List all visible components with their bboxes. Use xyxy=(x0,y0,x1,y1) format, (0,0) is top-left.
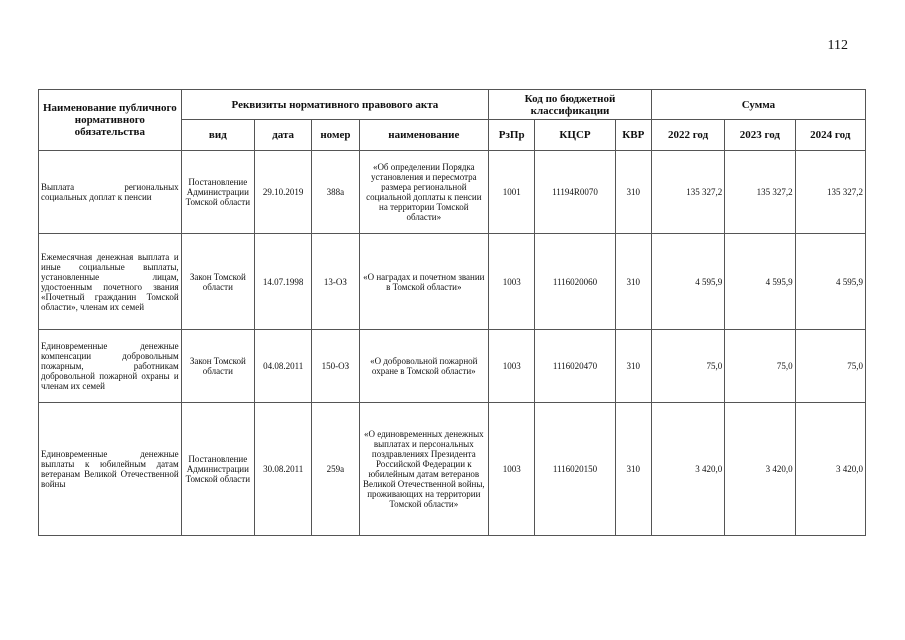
cell-obligation: Единовременные денежные компенсации добровольным пожарным, работникам добровольной пожарной охраны и членам их семей xyxy=(39,330,182,403)
cell-obligation: Ежемесячная денежная выплата и иные социальные выплаты, установленные лицам, удостоенным почетного звания «Почетный гражданин Томской области», членам их семей xyxy=(39,234,182,330)
header-year-2022: 2022 год xyxy=(651,120,724,151)
header-act-type: вид xyxy=(181,120,254,151)
page-number: 112 xyxy=(827,38,848,53)
header-year-2024: 2024 год xyxy=(795,120,865,151)
cell-rzpr: 1003 xyxy=(489,330,535,403)
cell-kvr: 310 xyxy=(615,330,651,403)
cell-sum-2024: 4 595,9 xyxy=(795,234,865,330)
cell-act-name: «О наградах и почетном звании в Томской области» xyxy=(359,234,489,330)
cell-act-number: 388а xyxy=(312,151,359,234)
cell-act-type: Постановление Администрации Томской области xyxy=(181,403,254,536)
cell-sum-2024: 135 327,2 xyxy=(795,151,865,234)
table-row xyxy=(39,234,866,330)
cell-rzpr: 1003 xyxy=(489,403,535,536)
cell-sum-2023: 75,0 xyxy=(725,330,795,403)
header-year-2023: 2023 год xyxy=(725,120,795,151)
cell-act-type: Постановление Администрации Томской области xyxy=(181,151,254,234)
header-act-group: Реквизиты нормативного правового акта xyxy=(181,90,488,120)
cell-kcsr: 1116020470 xyxy=(535,330,615,403)
cell-sum-2022: 135 327,2 xyxy=(651,151,724,234)
cell-rzpr: 1003 xyxy=(489,234,535,330)
cell-sum-2024: 75,0 xyxy=(795,330,865,403)
cell-act-name: «Об определении Порядка установления и пересмотра размера региональной социальной доплаты к пенсии на территории Томской области» xyxy=(359,151,489,234)
cell-sum-2023: 135 327,2 xyxy=(725,151,795,234)
header-row-1 xyxy=(39,90,866,120)
header-act-date: дата xyxy=(255,120,312,151)
header-obligation: Наименование публичного нормативного обязательства xyxy=(39,90,182,151)
header-rzpr: РзПр xyxy=(489,120,535,151)
header-budget-group: Код по бюджетной классификации xyxy=(489,90,652,120)
cell-rzpr: 1001 xyxy=(489,151,535,234)
cell-act-date: 04.08.2011 xyxy=(255,330,312,403)
cell-act-number: 259а xyxy=(312,403,359,536)
table-row xyxy=(39,330,866,403)
cell-act-number: 13-ОЗ xyxy=(312,234,359,330)
obligations-table xyxy=(38,89,866,536)
header-act-name: наименование xyxy=(359,120,489,151)
cell-sum-2022: 75,0 xyxy=(651,330,724,403)
cell-act-date: 30.08.2011 xyxy=(255,403,312,536)
cell-act-type: Закон Томской области xyxy=(181,234,254,330)
cell-kcsr: 1116020150 xyxy=(535,403,615,536)
header-act-number: номер xyxy=(312,120,359,151)
header-kvr: КВР xyxy=(615,120,651,151)
cell-sum-2023: 4 595,9 xyxy=(725,234,795,330)
table-row xyxy=(39,403,866,536)
cell-kvr: 310 xyxy=(615,151,651,234)
cell-act-date: 14.07.1998 xyxy=(255,234,312,330)
cell-act-type: Закон Томской области xyxy=(181,330,254,403)
cell-obligation: Выплата региональных социальных доплат к пенсии xyxy=(39,151,182,234)
cell-kvr: 310 xyxy=(615,234,651,330)
header-kcsr: КЦСР xyxy=(535,120,615,151)
cell-sum-2024: 3 420,0 xyxy=(795,403,865,536)
cell-kvr: 310 xyxy=(615,403,651,536)
cell-act-date: 29.10.2019 xyxy=(255,151,312,234)
table-row xyxy=(39,151,866,234)
header-sum-group: Сумма xyxy=(651,90,865,120)
cell-act-number: 150-ОЗ xyxy=(312,330,359,403)
cell-kcsr: 11194R0070 xyxy=(535,151,615,234)
cell-sum-2023: 3 420,0 xyxy=(725,403,795,536)
cell-obligation: Единовременные денежные выплаты к юбилейным датам ветеранам Великой Отечественной войны xyxy=(39,403,182,536)
cell-sum-2022: 3 420,0 xyxy=(651,403,724,536)
cell-sum-2022: 4 595,9 xyxy=(651,234,724,330)
cell-act-name: «О единовременных денежных выплатах и персональных поздравлениях Президента Российской Федерации к юбилейным датам ветеранов Великой Отечественной войны, проживающих на территории Томской области» xyxy=(359,403,489,536)
cell-kcsr: 1116020060 xyxy=(535,234,615,330)
cell-act-name: «О добровольной пожарной охране в Томской области» xyxy=(359,330,489,403)
